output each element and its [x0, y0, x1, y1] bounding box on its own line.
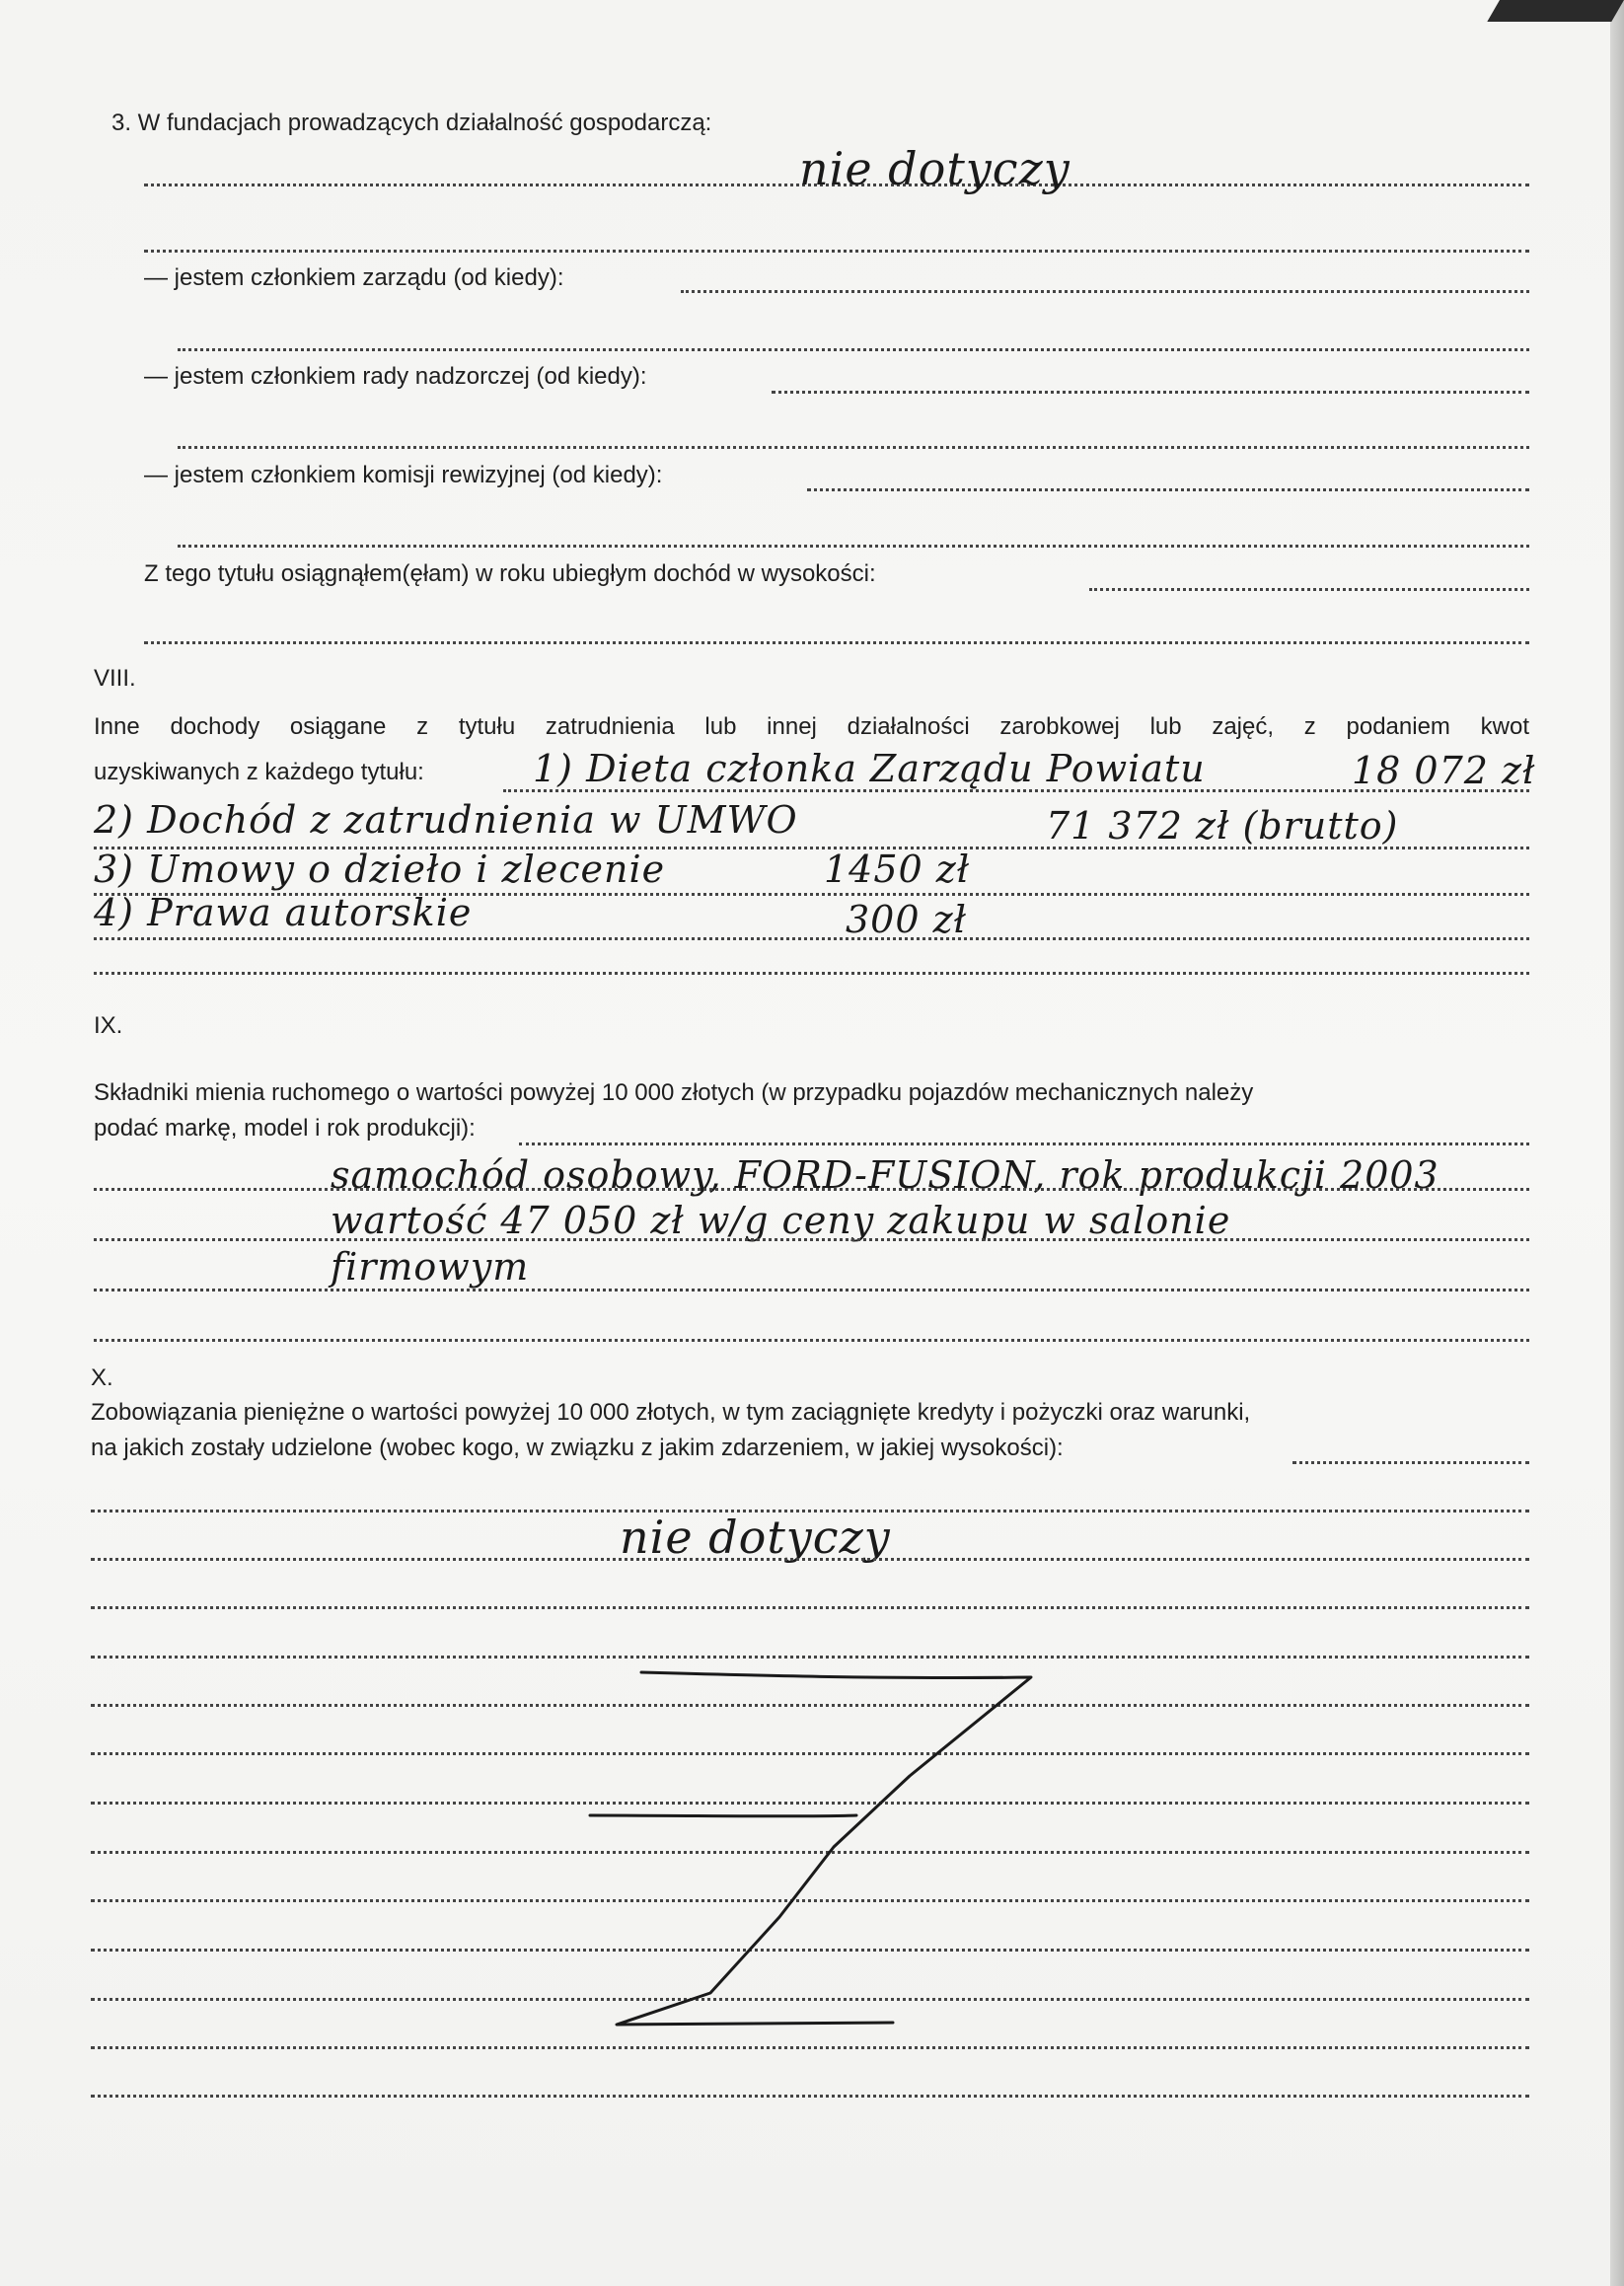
income-amount-1: 18 072 zł	[1352, 749, 1536, 792]
zarzad-label: — jestem członkiem zarządu (od kiedy):	[144, 264, 564, 291]
vehicle-line-1: samochód osobowy, FORD-FUSION, rok produkcji 2003	[331, 1153, 1439, 1197]
rada-label: — jestem członkiem rady nadzorczej (od kiedy):	[144, 363, 647, 390]
section10-handwritten-answer: nie dotyczy	[620, 1511, 891, 1564]
vehicle-line-3: firmowym	[331, 1245, 530, 1289]
komisja-label: — jestem członkiem komisji rewizyjnej (od kiedy):	[144, 462, 663, 488]
section10-line1: Zobowiązania pieniężne o wartości powyżej 10 000 złotych, w tym zaciągnięte kredyty i pożyczki oraz warunki,	[91, 1399, 1251, 1426]
income-entry-1: 1) Dieta członka Zarządu Powiatu	[533, 747, 1206, 790]
section3-heading: 3. W fundacjach prowadzących działalność gospodarczą:	[111, 110, 712, 136]
income-amount-4: 300 zł	[846, 898, 967, 941]
income-amount-3: 1450 zł	[824, 848, 971, 891]
income-entry-3: 3) Umowy o dzieło i zlecenie	[94, 848, 666, 891]
section8-line2: uzyskiwanych z każdego tytułu:	[94, 759, 424, 785]
dochod-label: Z tego tytułu osiągnąłem(ęłam) w roku ubiegłym dochód w wysokości:	[144, 560, 876, 587]
section8-number: VIII.	[94, 665, 136, 692]
section10-line2: na jakich zostały udzielone (wobec kogo, w związku z jakim zdarzeniem, w jakiej wysokości):	[91, 1435, 1064, 1461]
section10-number: X.	[91, 1364, 113, 1391]
section9-line2: podać markę, model i rok produkcji):	[94, 1115, 476, 1142]
section8-line1: Inne dochody osiągane z tytułu zatrudnienia lub innej działalności zarobkowej lub zajęć, z podaniem kwot	[94, 713, 1529, 740]
section3-handwritten-answer: nie dotyczy	[799, 142, 1070, 195]
section9-line1: Składniki mienia ruchomego o wartości powyżej 10 000 złotych (w przypadku pojazdów mechanicznych należy	[94, 1079, 1254, 1106]
income-entry-2: 2) Dochód z zatrudnienia w UMWO	[94, 798, 798, 842]
section9-number: IX.	[94, 1012, 123, 1039]
income-entry-4: 4) Prawa autorskie	[94, 891, 473, 934]
income-amount-2: 71 372 zł (brutto)	[1046, 804, 1399, 848]
vehicle-line-2: wartość 47 050 zł w/g ceny zakupu w salonie	[331, 1199, 1231, 1242]
